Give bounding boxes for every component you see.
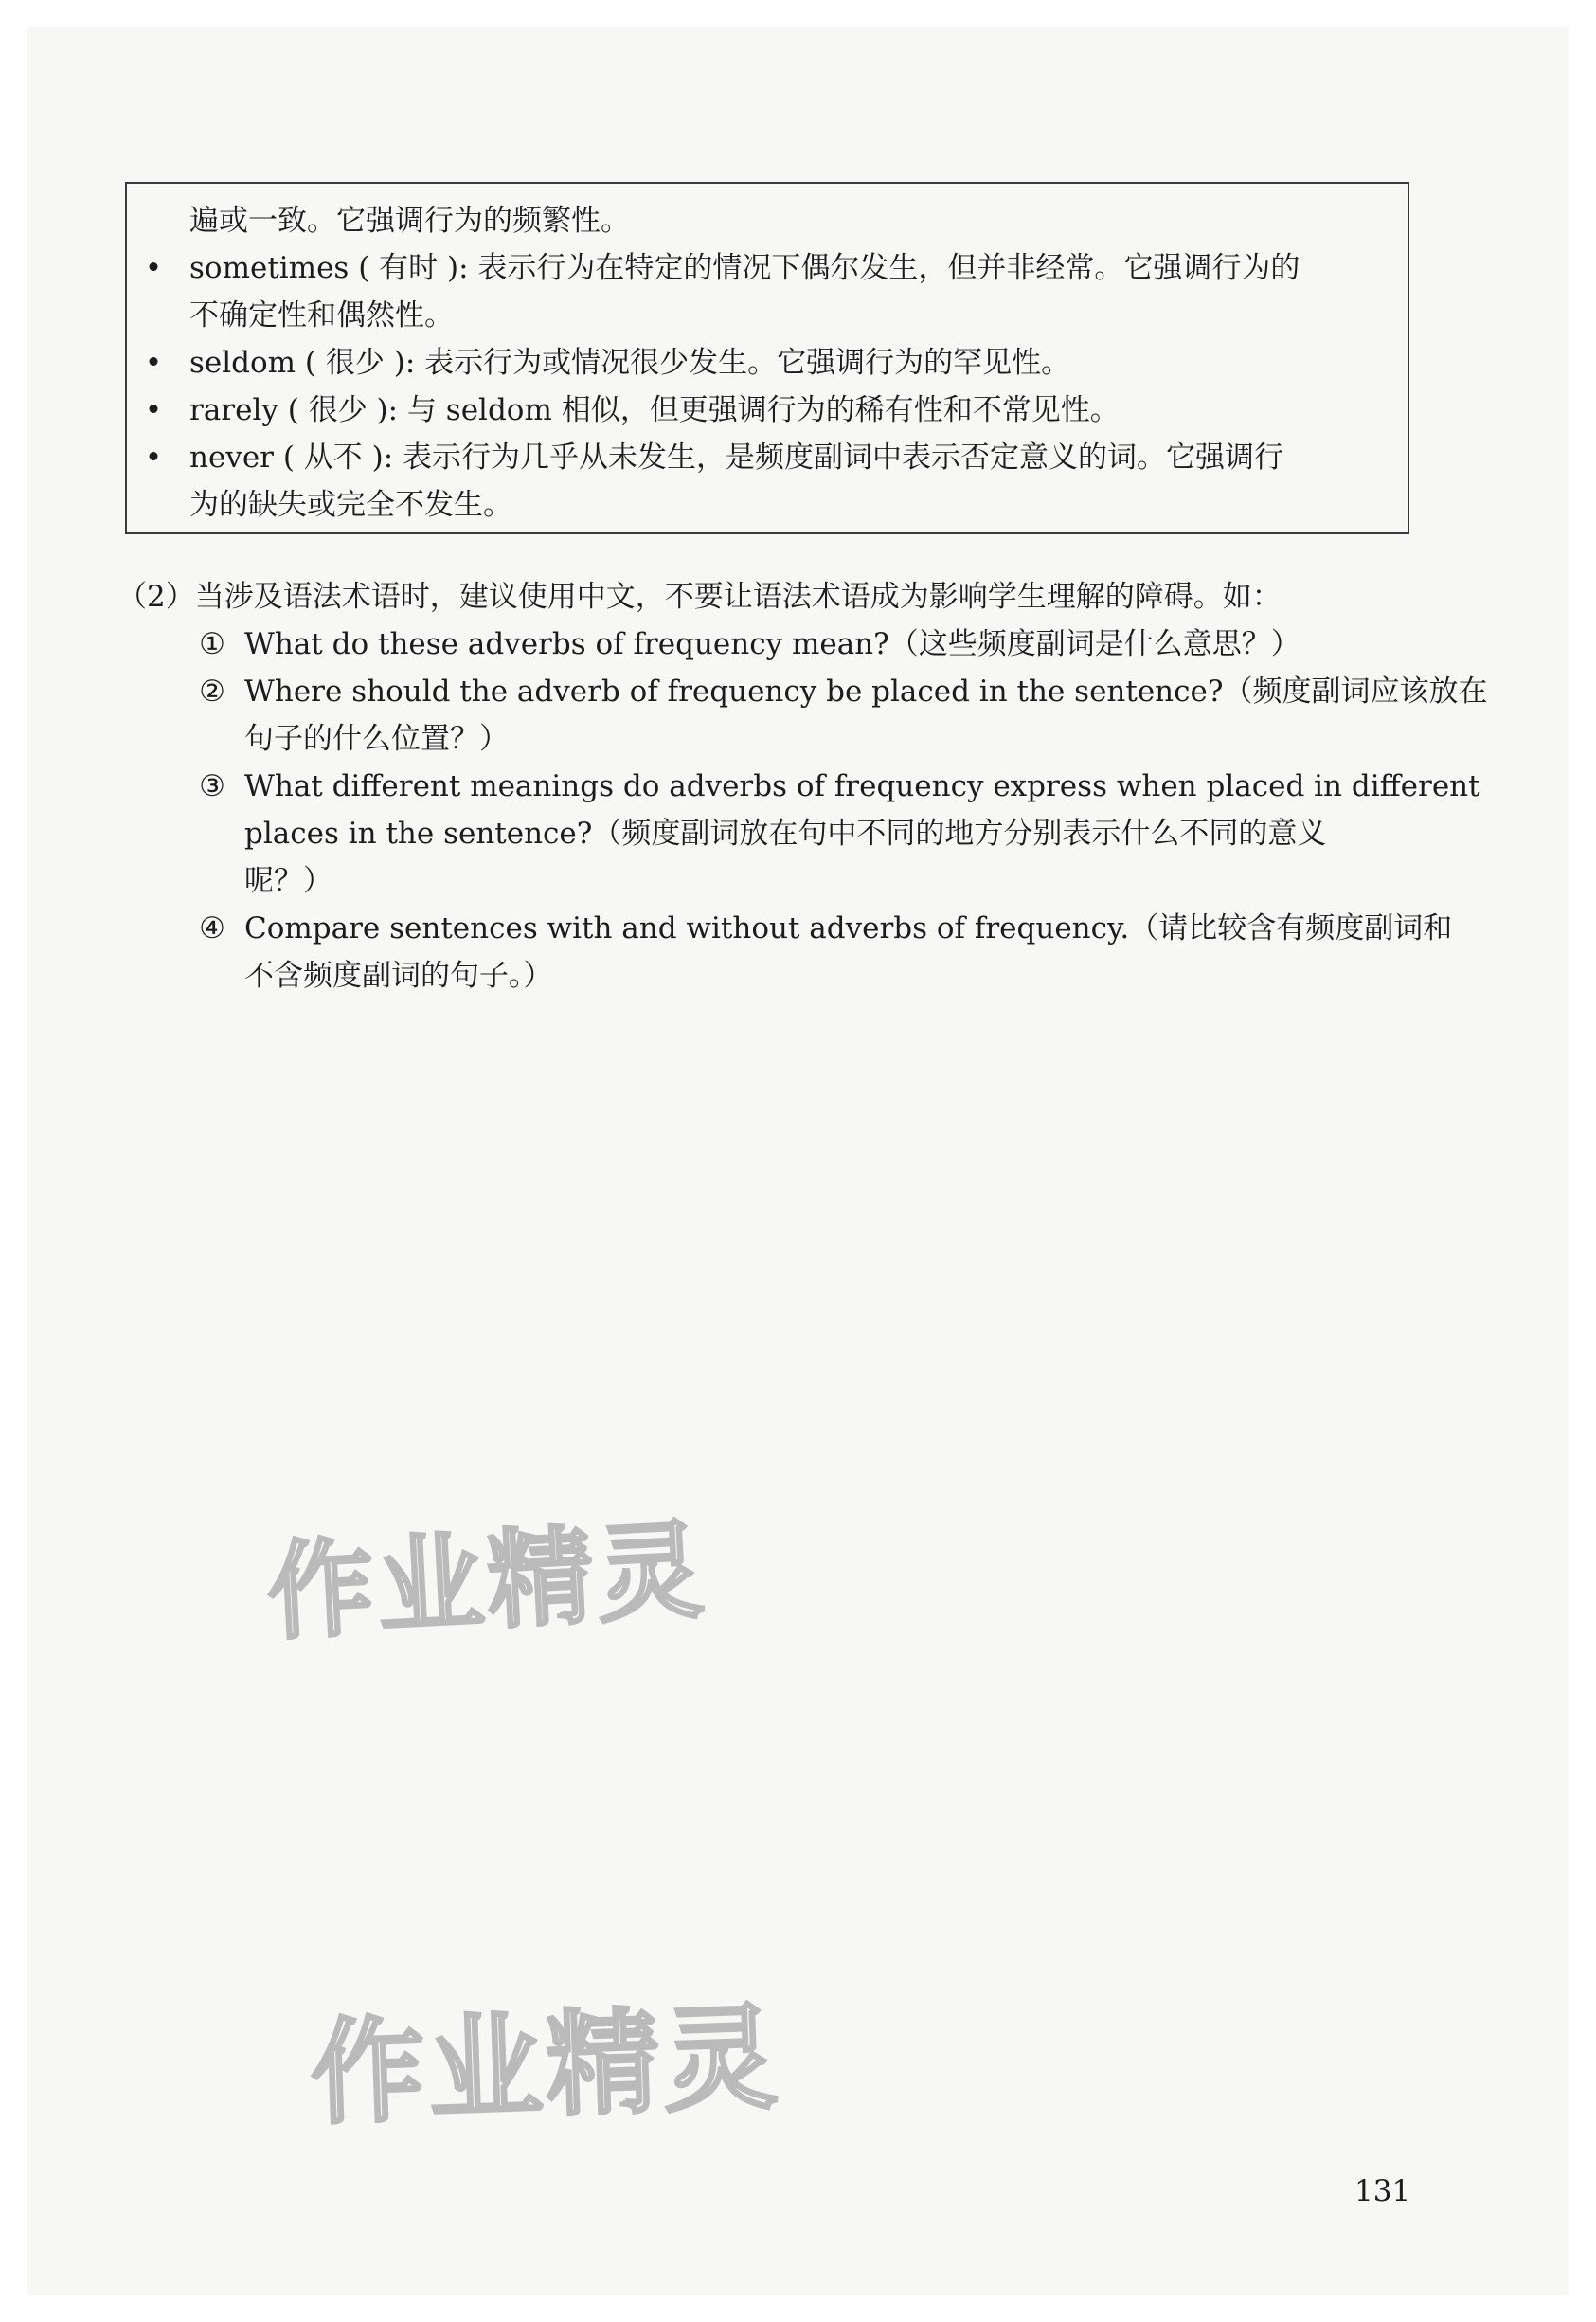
question-number: ① [199,627,225,661]
bullet: • [144,441,163,475]
question-list [117,621,1488,999]
note-text: rarely ( 很少 ): 与 seldom 相似，但更强调行为的稀有性和不常见性。 [189,393,1120,427]
question-line: Where should the adverb of frequency be placed in the sentence?（频度副词应该放在 [244,675,1488,709]
note-line [144,244,1389,292]
note-line [144,339,1389,387]
bullet: • [144,251,163,285]
question-line: 句子的什么位置？） [244,722,509,756]
note-box [125,182,1409,534]
question-number: ② [199,675,225,709]
bullet: • [144,346,163,380]
note-text: never ( 从不 ): 表示行为几乎从未发生，是频度副词中表示否定意义的词。它强调行 [189,441,1284,475]
question-line: places in the sentence?（频度副词放在句中不同的地方分别表示什么不同的意义 [244,817,1327,851]
note-line [189,292,1389,339]
question-line: 不含频度副词的句子。） [244,959,553,993]
question-line: What different meanings do adverbs of frequency express when placed in different [244,769,1480,803]
question-line: What do these adverbs of frequency mean?（这些频度副词是什么意思？） [244,627,1300,661]
question-line: Compare sentences with and without adverbs of frequency.（请比较含有频度副词和 [244,911,1453,945]
note-line [144,434,1389,481]
note-text: sometimes ( 有时 ): 表示行为在特定的情况下偶尔发生，但并非经常。它强调行为的 [189,251,1300,285]
question-line: 呢？） [244,864,332,898]
section-heading: （2）当涉及语法术语时，建议使用中文，不要让语法术语成为影响学生理解的障碍。如： [117,580,1282,614]
watermark: 作业精灵 [264,1508,710,1656]
note-line [189,197,1389,244]
question-number: ④ [199,911,225,945]
note-text: 为的缺失或完全不发生。 [189,488,512,522]
bullet: • [144,393,163,427]
note-line [189,481,1389,529]
note-text: 遍或一致。它强调行为的频繁性。 [189,204,630,238]
page-number: 131 [1354,2174,1411,2208]
note-line [144,387,1389,434]
section-2 [117,573,1488,999]
question-item [191,621,1415,668]
note-text: 不确定性和偶然性。 [189,298,454,333]
question-item [191,763,1480,905]
watermark: 作业精灵 [309,1992,783,2141]
question-item [191,668,1488,763]
question-item [191,905,1453,999]
question-number: ③ [199,769,225,803]
note-text: seldom ( 很少 ): 表示行为或情况很少发生。它强调行为的罕见性。 [189,346,1071,380]
